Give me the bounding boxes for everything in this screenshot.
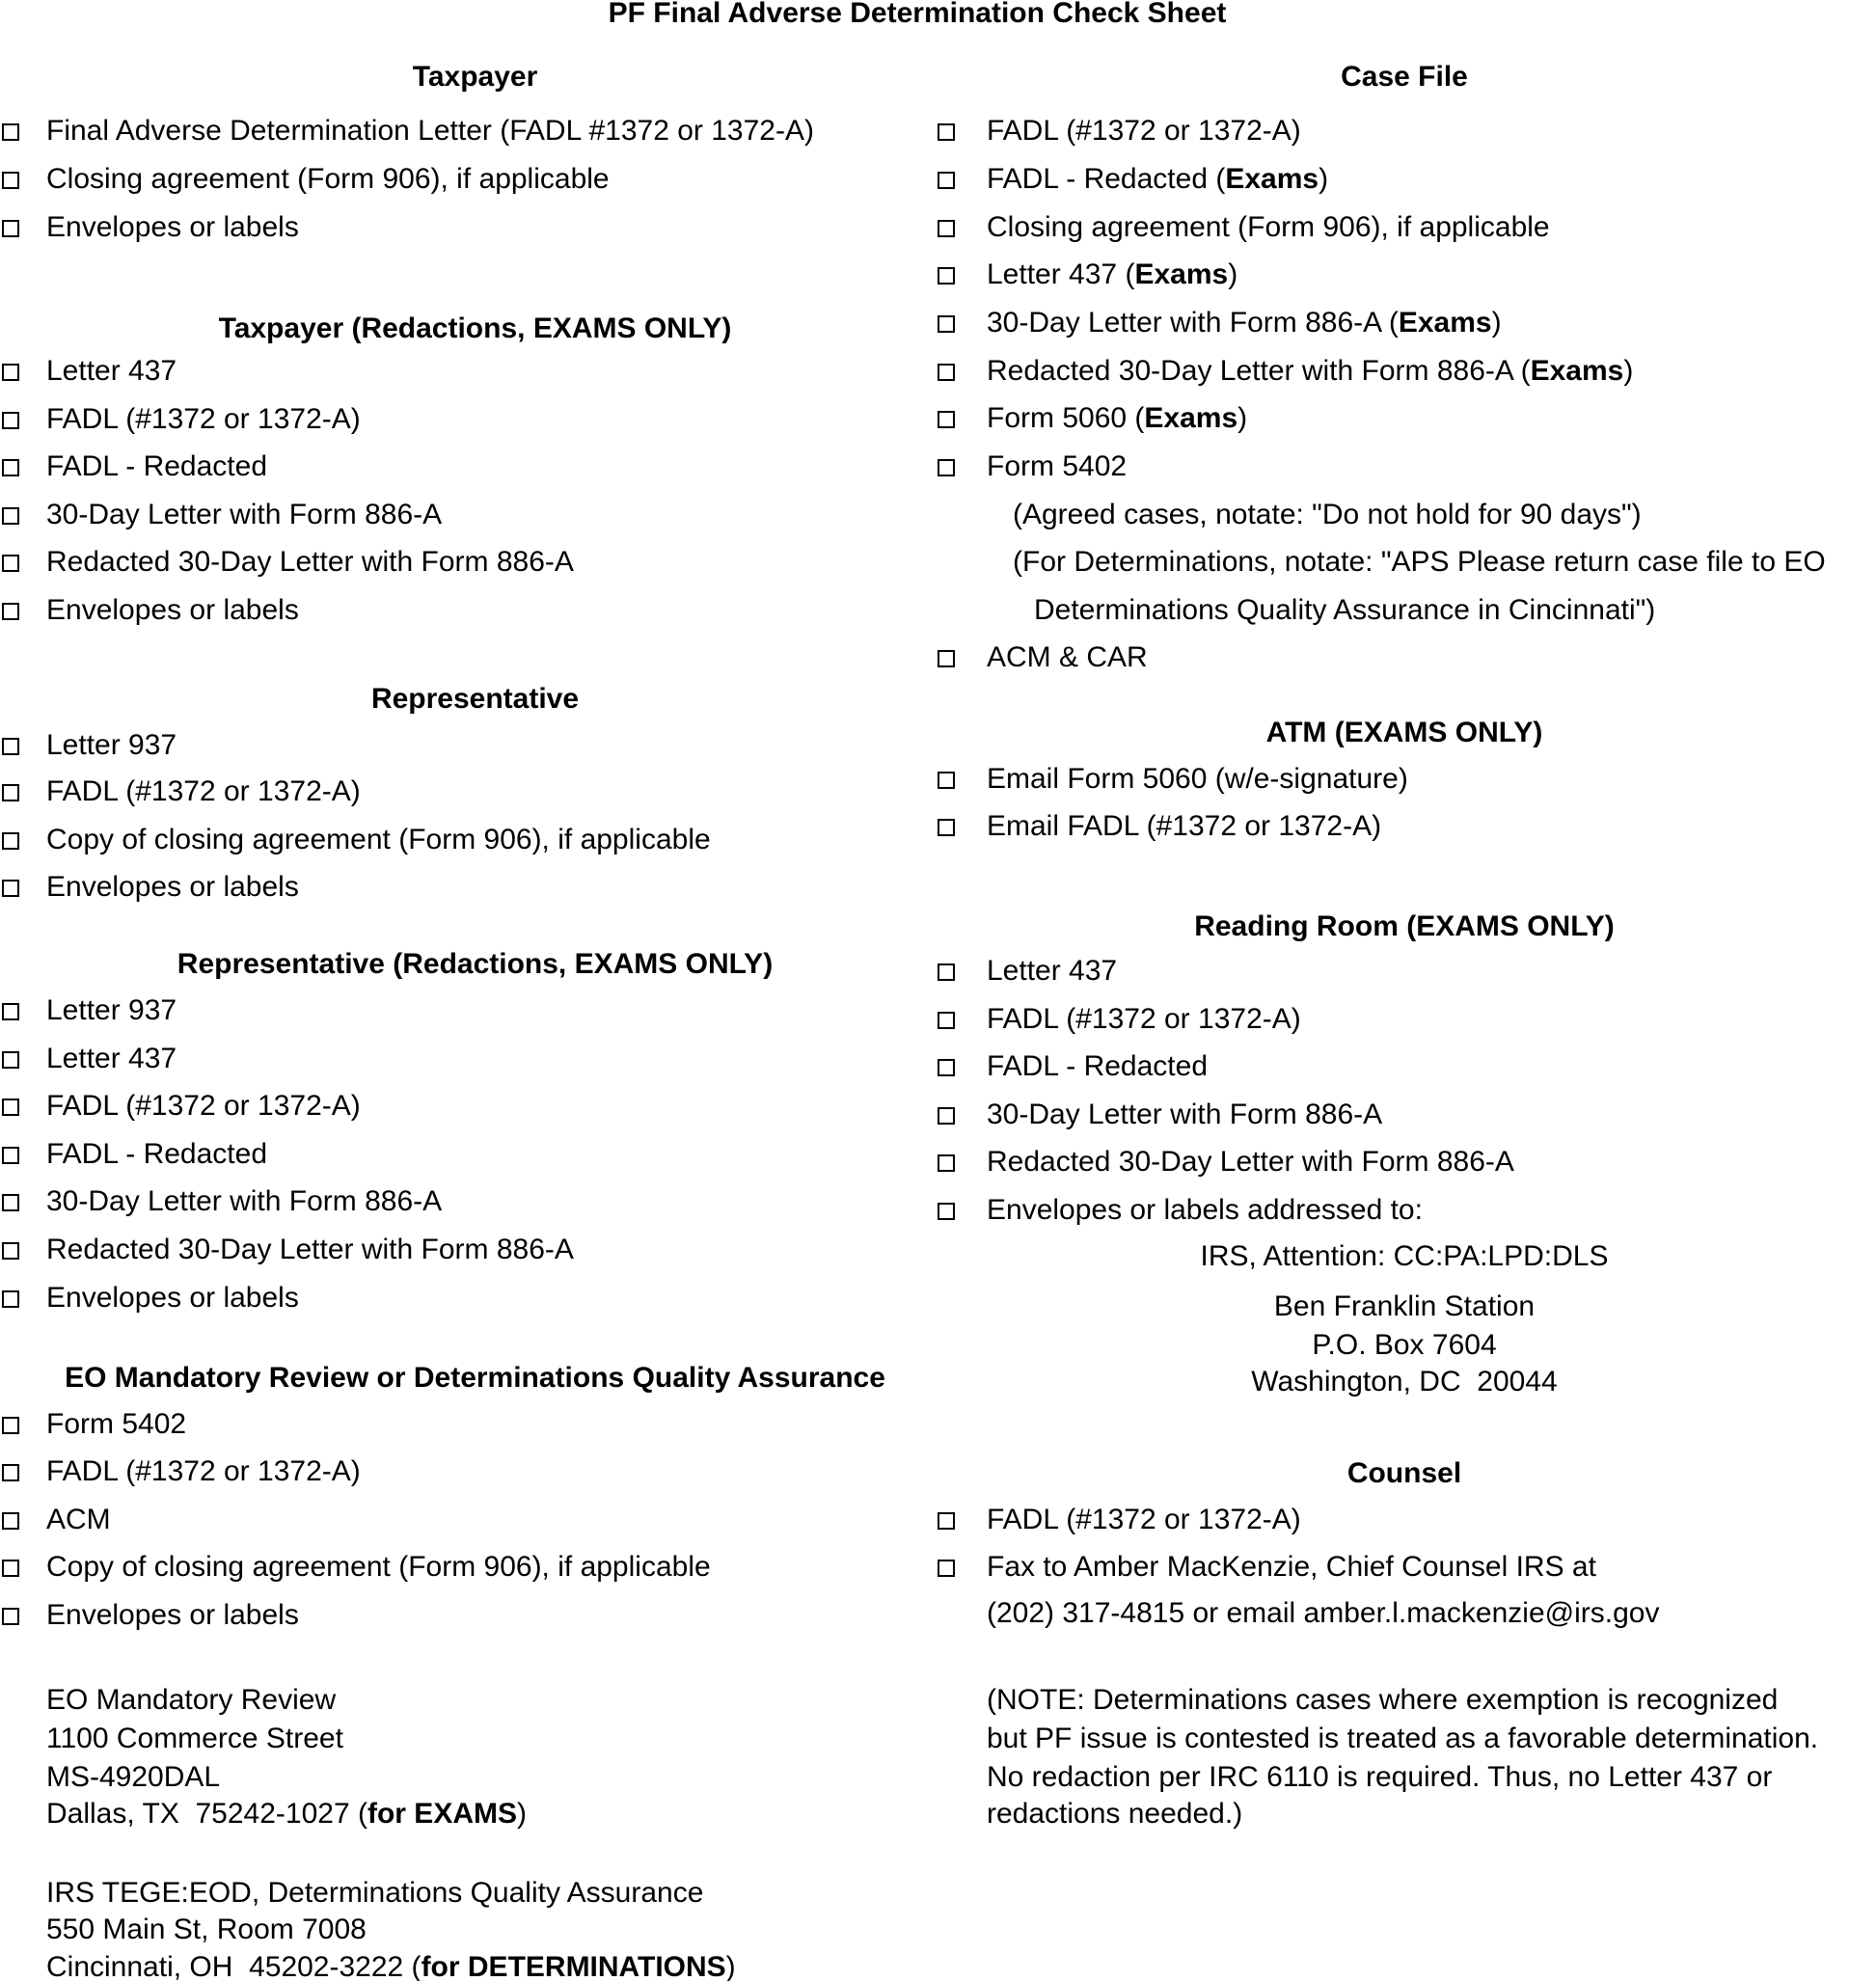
bold-text-run: for EXAMS (367, 1798, 517, 1830)
checkbox-icon[interactable] (2, 364, 19, 381)
item-label: 30-Day Letter with Form 886-A (46, 1185, 443, 1217)
item-label: FADL (#1372 or 1372-A) (987, 1504, 1301, 1535)
address-line (46, 1953, 736, 1981)
bold-text-run: for DETERMINATIONS (421, 1951, 726, 1981)
checkbox-icon[interactable] (2, 459, 19, 476)
item-label: FADL (#1372 or 1372-A) (46, 403, 361, 435)
text-run: 30-Day Letter with Form 886-A ( (987, 307, 1399, 339)
bold-text-run: Exams (1134, 258, 1229, 290)
address-line (46, 1800, 527, 1829)
item-label (987, 309, 1502, 338)
item-label: FADL (#1372 or 1372-A) (46, 1455, 361, 1487)
checkbox-icon[interactable] (2, 123, 19, 141)
text-run: FADL - Redacted ( (987, 163, 1226, 195)
checkbox-icon[interactable] (938, 1154, 955, 1172)
centered-address-line: Washington, DC 20044 (1251, 1366, 1558, 1398)
checkbox-icon[interactable] (938, 1560, 955, 1577)
item-label (987, 357, 1633, 386)
item-label: Envelopes or labels (46, 1599, 299, 1631)
checkbox-icon[interactable] (938, 1512, 955, 1530)
item-label: Email FADL (#1372 or 1372-A) (987, 810, 1382, 842)
text-run: ) (1623, 355, 1634, 387)
item-label: FADL - Redacted (987, 1050, 1208, 1082)
text-run: ) (725, 1951, 736, 1981)
checkbox-icon[interactable] (2, 1147, 19, 1164)
checkbox-icon[interactable] (2, 738, 19, 755)
text-run: Dallas, TX 75242-1027 ( (46, 1798, 367, 1830)
checkbox-icon[interactable] (938, 267, 955, 285)
item-label: Letter 937 (46, 729, 177, 761)
checkbox-icon[interactable] (2, 172, 19, 189)
column-right (938, 0, 1871, 1981)
checkbox-icon[interactable] (2, 1417, 19, 1434)
checkbox-icon[interactable] (938, 772, 955, 789)
address-line: 550 Main St, Room 7008 (46, 1913, 367, 1945)
item-label: FADL - Redacted (46, 450, 267, 482)
item-label: Redacted 30-Day Letter with Form 886-A (46, 546, 574, 578)
item-label: Form 5402 (46, 1408, 187, 1440)
checkbox-icon[interactable] (2, 1560, 19, 1577)
continuation-line: redactions needed.) (987, 1798, 1243, 1830)
item-label: Copy of closing agreement (Form 906), if applicable (46, 824, 711, 855)
address-line: IRS TEGE:EOD, Determinations Quality Assurance (46, 1877, 704, 1909)
checkbox-icon[interactable] (938, 172, 955, 189)
bold-text-run: Exams (1530, 355, 1624, 387)
checkbox-icon[interactable] (938, 1059, 955, 1076)
item-label: Letter 437 (46, 355, 177, 387)
checkbox-icon[interactable] (938, 459, 955, 476)
centered-address-line: IRS, Attention: CC:PA:LPD:DLS (1200, 1240, 1609, 1272)
item-label: Redacted 30-Day Letter with Form 886-A (987, 1146, 1514, 1178)
continuation-line: (202) 317-4815 or email amber.l.mackenzie@irs.gov (987, 1597, 1660, 1629)
checkbox-icon[interactable] (938, 411, 955, 428)
centered-address-line: P.O. Box 7604 (1312, 1329, 1497, 1361)
section-heading: Counsel (1346, 1457, 1462, 1489)
text-run: ) (1237, 402, 1248, 434)
checkbox-icon[interactable] (2, 880, 19, 897)
section-heading: Taxpayer (412, 61, 538, 93)
checkbox-icon[interactable] (938, 1203, 955, 1220)
item-label: Email Form 5060 (w/e-signature) (987, 763, 1408, 795)
address-line: MS-4920DAL (46, 1761, 221, 1793)
section-heading: Representative (Redactions, EXAMS ONLY) (177, 948, 774, 980)
item-label: ACM & CAR (987, 641, 1148, 673)
item-label (987, 404, 1247, 433)
item-label: Fax to Amber MacKenzie, Chief Counsel IRS at (987, 1551, 1596, 1583)
item-label: Letter 437 (987, 955, 1118, 987)
continuation-line: but PF issue is contested is treated as a favorable determination. (987, 1723, 1819, 1754)
item-label: Final Adverse Determination Letter (FADL #1372 or 1372-A) (46, 115, 814, 147)
continuation-line: No redaction per IRC 6110 is required. Thus, no Letter 437 or (987, 1761, 1773, 1793)
checkbox-icon[interactable] (2, 1003, 19, 1020)
checkbox-icon[interactable] (2, 1051, 19, 1069)
checkbox-icon[interactable] (2, 507, 19, 525)
text-run: Cincinnati, OH 45202-3222 ( (46, 1951, 421, 1981)
text-run: ) (1319, 163, 1329, 195)
text-run: Form 5060 ( (987, 402, 1145, 434)
item-label: Letter 937 (46, 994, 177, 1026)
text-run: ) (1491, 307, 1502, 339)
address-line: 1100 Commerce Street (46, 1723, 343, 1754)
item-label: Letter 437 (46, 1043, 177, 1074)
centered-address-line: Ben Franklin Station (1273, 1290, 1536, 1322)
checkbox-icon[interactable] (2, 603, 19, 620)
continuation-line: (NOTE: Determinations cases where exemption is recognized (987, 1684, 1779, 1716)
item-label (987, 260, 1237, 289)
item-label: 30-Day Letter with Form 886-A (46, 499, 443, 530)
item-label (987, 165, 1328, 194)
checkbox-icon[interactable] (2, 1242, 19, 1260)
bold-text-run: Exams (1398, 307, 1492, 339)
checkbox-icon[interactable] (938, 220, 955, 237)
bold-text-run: Exams (1144, 402, 1238, 434)
checkbox-icon[interactable] (2, 1290, 19, 1308)
item-label: Form 5402 (987, 450, 1128, 482)
item-label: FADL (#1372 or 1372-A) (46, 775, 361, 807)
item-label: Envelopes or labels (46, 594, 299, 626)
checkbox-icon[interactable] (938, 963, 955, 981)
item-label: Redacted 30-Day Letter with Form 886-A (46, 1234, 574, 1265)
checkbox-icon[interactable] (2, 1512, 19, 1530)
checkbox-icon[interactable] (938, 1012, 955, 1029)
section-heading: Taxpayer (Redactions, EXAMS ONLY) (218, 312, 732, 344)
note-line: (For Determinations, notate: "APS Please return case file to EO (1013, 546, 1826, 578)
text-run: Redacted 30-Day Letter with Form 886-A ( (987, 355, 1531, 387)
checkbox-icon[interactable] (938, 364, 955, 381)
checkbox-icon[interactable] (938, 1107, 955, 1125)
item-label: 30-Day Letter with Form 886-A (987, 1099, 1383, 1130)
checkbox-icon[interactable] (938, 819, 955, 836)
bold-text-run: Exams (1225, 163, 1319, 195)
checkbox-icon[interactable] (938, 650, 955, 667)
checkbox-icon[interactable] (2, 1194, 19, 1211)
item-label: Envelopes or labels (46, 211, 299, 243)
text-run: ) (517, 1798, 527, 1830)
section-heading: Case File (1341, 61, 1468, 93)
page-title: PF Final Adverse Determination Check Sheet (608, 0, 1227, 29)
item-label: FADL (#1372 or 1372-A) (46, 1090, 361, 1122)
checkbox-icon[interactable] (2, 1464, 19, 1481)
checkbox-icon[interactable] (938, 315, 955, 333)
checkbox-icon[interactable] (2, 555, 19, 572)
address-line: EO Mandatory Review (46, 1684, 337, 1716)
item-label: FADL (#1372 or 1372-A) (987, 1003, 1301, 1035)
item-label: Closing agreement (Form 906), if applicable (46, 163, 610, 195)
checkbox-icon[interactable] (2, 1608, 19, 1625)
item-label: ACM (46, 1504, 111, 1535)
text-run: Letter 437 ( (987, 258, 1135, 290)
note-line: (Agreed cases, notate: "Do not hold for 90 days") (1013, 499, 1642, 530)
item-label: FADL - Redacted (46, 1138, 267, 1170)
checkbox-icon[interactable] (2, 1099, 19, 1116)
item-label: FADL (#1372 or 1372-A) (987, 115, 1301, 147)
item-label: Copy of closing agreement (Form 906), if applicable (46, 1551, 711, 1583)
text-run: ) (1228, 258, 1238, 290)
section-heading: EO Mandatory Review or Determinations Quality Assurance (65, 1362, 885, 1394)
checkbox-icon[interactable] (2, 412, 19, 429)
section-heading: Reading Room (EXAMS ONLY) (1194, 910, 1615, 942)
item-label: Envelopes or labels addressed to: (987, 1194, 1423, 1226)
checkbox-icon[interactable] (2, 220, 19, 237)
item-label: Envelopes or labels (46, 1282, 299, 1314)
checkbox-icon[interactable] (2, 832, 19, 850)
section-heading: Representative (370, 683, 580, 715)
checkbox-icon[interactable] (938, 123, 955, 141)
checkbox-icon[interactable] (2, 784, 19, 801)
item-label: Closing agreement (Form 906), if applicable (987, 211, 1550, 243)
item-label: Envelopes or labels (46, 871, 299, 903)
section-heading: ATM (EXAMS ONLY) (1265, 717, 1543, 748)
note-line: Determinations Quality Assurance in Cincinnati") (1034, 594, 1656, 626)
